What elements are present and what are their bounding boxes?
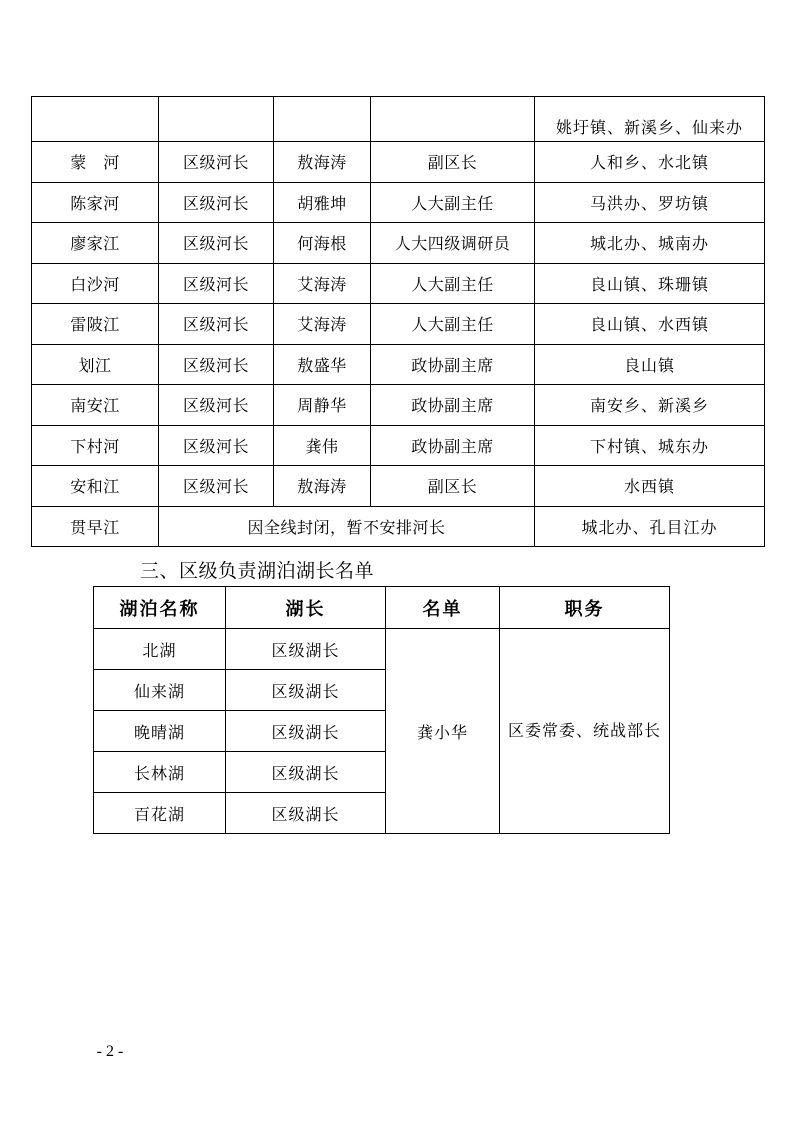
river-towns: 城北办、城南办 <box>535 223 765 264</box>
river-chief-table <box>31 96 765 547</box>
lake-name: 长林湖 <box>94 752 226 793</box>
page-number: - 2 - <box>96 1043 124 1060</box>
river-name: 陈家河 <box>32 182 159 223</box>
table-row <box>32 425 765 466</box>
chief-name: 艾海涛 <box>274 304 371 345</box>
chief-name: 艾海涛 <box>274 263 371 304</box>
chief-position: 副区长 <box>371 466 535 507</box>
lake-name: 仙来湖 <box>94 670 226 711</box>
chief-name: 胡雅坤 <box>274 182 371 223</box>
river-name: 蒙 河 <box>32 142 159 183</box>
lake-chief-level: 区级湖长 <box>226 629 386 670</box>
table-row <box>32 263 765 304</box>
lake-chief-level: 区级湖长 <box>226 752 386 793</box>
chief-position: 政协副主席 <box>371 344 535 385</box>
chief-position: 政协副主席 <box>371 425 535 466</box>
chief-level: 区级河长 <box>159 182 274 223</box>
river-towns: 水西镇 <box>535 466 765 507</box>
chief-position: 人大副主任 <box>371 304 535 345</box>
chief-position: 人大副主任 <box>371 263 535 304</box>
chief-position: 人大四级调研员 <box>371 223 535 264</box>
lake-chief-level: 区级湖长 <box>226 711 386 752</box>
chief-name: 敖盛华 <box>274 344 371 385</box>
river-name: 雷陂江 <box>32 304 159 345</box>
lake-name: 百花湖 <box>94 793 226 834</box>
section-title: 三、区级负责湖泊湖长名单 <box>140 560 375 582</box>
chief-level: 区级河长 <box>159 142 274 183</box>
lake-chief-table <box>93 586 670 834</box>
header-position: 职务 <box>500 587 670 629</box>
chief-name: 何海根 <box>274 223 371 264</box>
table-row <box>32 142 765 183</box>
table-row <box>32 223 765 264</box>
river-towns: 城北办、孔目江办 <box>535 506 765 547</box>
lake-chief-level: 区级湖长 <box>226 793 386 834</box>
river-towns: 人和乡、水北镇 <box>535 142 765 183</box>
chief-name: 敖海涛 <box>274 466 371 507</box>
table-row <box>32 304 765 345</box>
header-person: 名单 <box>386 587 500 629</box>
table-row <box>32 385 765 426</box>
river-name: 贯早江 <box>32 506 159 547</box>
river-name: 白沙河 <box>32 263 159 304</box>
chief-level: 区级河长 <box>159 304 274 345</box>
river-table-body <box>32 97 765 547</box>
lake-name: 北湖 <box>94 629 226 670</box>
lake-chief-person: 龚小华 <box>386 629 500 834</box>
header-lake-name: 湖泊名称 <box>94 587 226 629</box>
river-name: 安和江 <box>32 466 159 507</box>
chief-name: 龚伟 <box>274 425 371 466</box>
river-name: 划江 <box>32 344 159 385</box>
lake-chief-level: 区级湖长 <box>226 670 386 711</box>
chief-level: 区级河长 <box>159 223 274 264</box>
chief-level: 区级河长 <box>159 466 274 507</box>
river-towns: 良山镇、水西镇 <box>535 304 765 345</box>
header-lake-chief: 湖长 <box>226 587 386 629</box>
river-towns: 南安乡、新溪乡 <box>535 385 765 426</box>
table-row <box>32 466 765 507</box>
chief-level: 区级河长 <box>159 425 274 466</box>
river-name: 廖家江 <box>32 223 159 264</box>
river-towns: 良山镇 <box>535 344 765 385</box>
chief-level: 区级河长 <box>159 344 274 385</box>
table-row <box>32 182 765 223</box>
river-towns: 下村镇、城东办 <box>535 425 765 466</box>
river-name <box>32 97 159 142</box>
river-name: 南安江 <box>32 385 159 426</box>
table-row <box>32 506 765 547</box>
table-header-row <box>94 587 670 629</box>
lake-name: 晚晴湖 <box>94 711 226 752</box>
table-row <box>32 97 765 142</box>
chief-name: 周静华 <box>274 385 371 426</box>
river-towns: 姚圩镇、新溪乡、仙来办 <box>535 97 765 142</box>
chief-level: 区级河长 <box>159 263 274 304</box>
chief-position: 人大副主任 <box>371 182 535 223</box>
chief-position <box>371 97 535 142</box>
river-note: 因全线封闭，暂不安排河长 <box>159 506 535 547</box>
chief-level: 区级河长 <box>159 385 274 426</box>
chief-position: 副区长 <box>371 142 535 183</box>
river-towns: 良山镇、珠珊镇 <box>535 263 765 304</box>
table-row <box>94 629 670 670</box>
river-name: 下村河 <box>32 425 159 466</box>
table-row <box>32 344 765 385</box>
chief-name <box>274 97 371 142</box>
river-towns: 马洪办、罗坊镇 <box>535 182 765 223</box>
chief-name: 敖海涛 <box>274 142 371 183</box>
lake-chief-position: 区委常委、统战部长 <box>500 629 670 834</box>
chief-position: 政协副主席 <box>371 385 535 426</box>
chief-level <box>159 97 274 142</box>
